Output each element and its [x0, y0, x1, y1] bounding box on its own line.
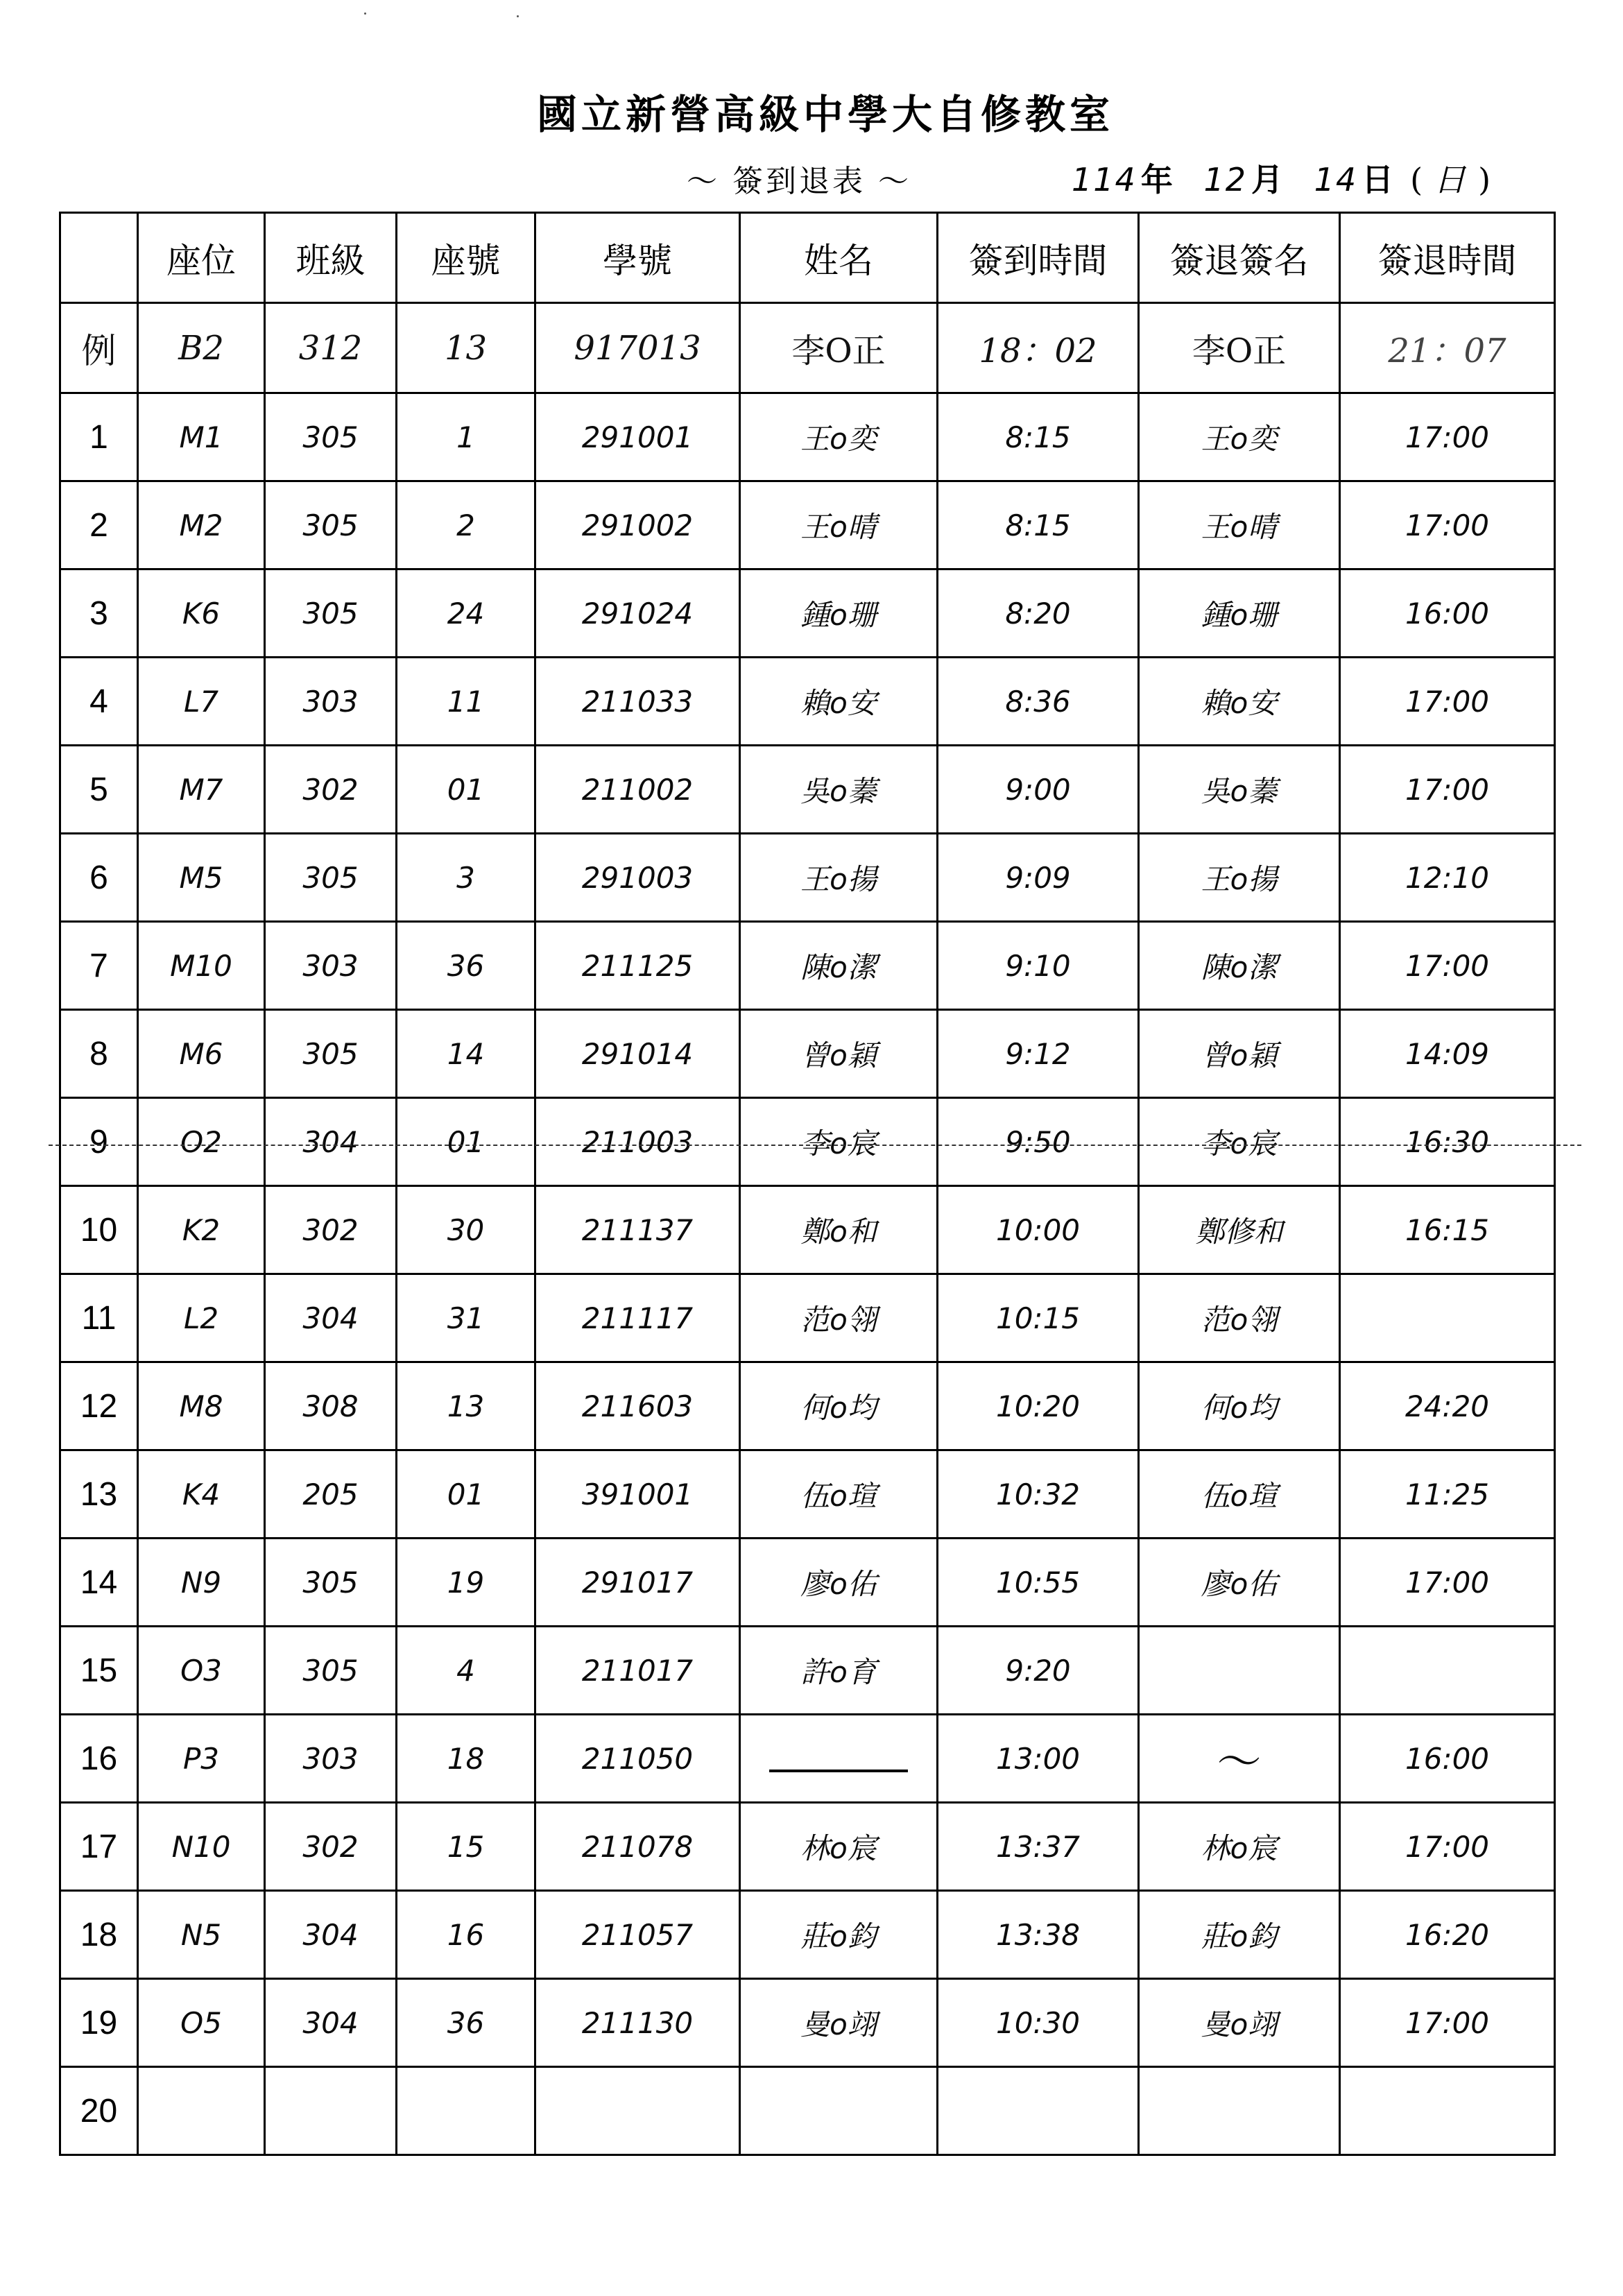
cell-index: 15	[60, 1627, 138, 1715]
cell-class[interactable]: 308	[265, 1362, 397, 1450]
table-row	[60, 481, 1555, 569]
cell-checkin[interactable]: 8:36	[938, 658, 1139, 746]
cell-checkin[interactable]: 8:15	[938, 393, 1139, 481]
table-row	[60, 658, 1555, 746]
cell-student-id[interactable]: 211057	[535, 1891, 740, 1979]
cell-name[interactable]	[740, 2067, 938, 2155]
cell-student-id[interactable]: 391001	[535, 1450, 740, 1539]
table-row	[60, 1539, 1555, 1627]
cell-index: 例	[60, 303, 138, 393]
cell-checkin[interactable]: 9:50	[938, 1098, 1139, 1186]
cell-checkout-sign[interactable]: 曾o穎	[1139, 1010, 1340, 1098]
cell-student-id[interactable]: 211125	[535, 922, 740, 1010]
col-header-number: 座號	[397, 213, 535, 303]
cell-name[interactable]: 鄭o和	[740, 1186, 938, 1274]
cell-name[interactable]: 伍o瑄	[740, 1450, 938, 1539]
cell-student-id: 917013	[535, 303, 740, 393]
cell-number[interactable]: 31	[397, 1274, 535, 1362]
cell-class[interactable]: 304	[265, 1979, 397, 2067]
cell-index: 1	[60, 393, 138, 481]
cell-checkout[interactable]	[1340, 1627, 1555, 1715]
table-row	[60, 2067, 1555, 2155]
cell-checkout[interactable]: 17:00	[1340, 1803, 1555, 1891]
cell-seat[interactable]: K2	[138, 1186, 265, 1274]
cell-index: 18	[60, 1891, 138, 1979]
cell-number[interactable]: 14	[397, 1010, 535, 1098]
cell-student-id[interactable]: 211137	[535, 1186, 740, 1274]
cell-student-id[interactable]: 211130	[535, 1979, 740, 2067]
cell-index: 4	[60, 658, 138, 746]
cell-checkout-sign[interactable]: 范o翎	[1139, 1274, 1340, 1362]
cell-class[interactable]	[265, 2067, 397, 2155]
cell-seat[interactable]: N5	[138, 1891, 265, 1979]
cell-checkout-sign[interactable]: ～	[1139, 1715, 1340, 1803]
cell-index: 17	[60, 1803, 138, 1891]
cell-checkin[interactable]: 9:20	[938, 1627, 1139, 1715]
cell-seat[interactable]: N10	[138, 1803, 265, 1891]
cell-class[interactable]: 302	[265, 1803, 397, 1891]
cell-checkout[interactable]: 17:00	[1340, 393, 1555, 481]
cell-checkout-sign[interactable]: 王o揚	[1139, 834, 1340, 922]
cell-index: 12	[60, 1362, 138, 1450]
page-title: 國立新營高級中學大自修教室	[536, 91, 1114, 138]
cell-checkout[interactable]: 14:09	[1340, 1010, 1555, 1098]
cell-checkin[interactable]: 10:00	[938, 1186, 1139, 1274]
cell-student-id[interactable]: 211603	[535, 1362, 740, 1450]
cell-checkout-sign[interactable]: 吳o蓁	[1139, 746, 1340, 834]
cell-class[interactable]: 303	[265, 922, 397, 1010]
cell-checkout[interactable]: 12:10	[1340, 834, 1555, 922]
cell-seat[interactable]: O5	[138, 1979, 265, 2067]
cell-index: 19	[60, 1979, 138, 2067]
cell-checkin: 18：02	[938, 303, 1139, 393]
cell-checkout[interactable]: 17:00	[1340, 1979, 1555, 2067]
cell-checkout[interactable]: 16:00	[1340, 569, 1555, 658]
cell-number[interactable]	[397, 2067, 535, 2155]
cell-seat[interactable]: K4	[138, 1450, 265, 1539]
cell-checkin[interactable]: 13:00	[938, 1715, 1139, 1803]
cell-name[interactable]: 王o奕	[740, 393, 938, 481]
cell-checkout-sign[interactable]: 林o宸	[1139, 1803, 1340, 1891]
table-row	[60, 1979, 1555, 2067]
table-row	[60, 1274, 1555, 1362]
cell-index: 16	[60, 1715, 138, 1803]
cell-index: 2	[60, 481, 138, 569]
cell-checkout-sign[interactable]: 何o均	[1139, 1362, 1340, 1450]
cell-class[interactable]: 304	[265, 1098, 397, 1186]
cell-class[interactable]: 303	[265, 658, 397, 746]
cell-seat[interactable]: L2	[138, 1274, 265, 1362]
cell-class[interactable]: 305	[265, 393, 397, 481]
cell-seat[interactable]: M10	[138, 922, 265, 1010]
cell-checkout-sign[interactable]	[1139, 1627, 1340, 1715]
cell-class[interactable]: 304	[265, 1274, 397, 1362]
cell-class[interactable]: 305	[265, 569, 397, 658]
cell-checkin[interactable]: 9:00	[938, 746, 1139, 834]
cell-number[interactable]: 36	[397, 922, 535, 1010]
cell-seat[interactable]: M5	[138, 834, 265, 922]
cell-index: 3	[60, 569, 138, 658]
cell-index: 5	[60, 746, 138, 834]
cell-checkout-sign[interactable]: 伍o瑄	[1139, 1450, 1340, 1539]
cell-checkin[interactable]: 13:38	[938, 1891, 1139, 1979]
cell-name: 李O正	[740, 303, 938, 393]
cell-seat[interactable]: M7	[138, 746, 265, 834]
cell-checkout[interactable]	[1340, 1274, 1555, 1362]
weekday-open-paren: (	[1410, 161, 1423, 198]
cell-seat[interactable]: M2	[138, 481, 265, 569]
cell-checkout[interactable]: 11:25	[1340, 1450, 1555, 1539]
cell-checkin[interactable]: 10:20	[938, 1362, 1139, 1450]
cell-checkin[interactable]: 8:20	[938, 569, 1139, 658]
cell-checkout[interactable]: 17:00	[1340, 481, 1555, 569]
cell-index: 20	[60, 2067, 138, 2155]
cell-checkin[interactable]: 9:10	[938, 922, 1139, 1010]
cell-checkin[interactable]: 10:30	[938, 1979, 1139, 2067]
date-field	[1072, 155, 1502, 200]
subtitle-row	[0, 156, 1623, 205]
cell-name[interactable]: 王o晴	[740, 481, 938, 569]
cell-checkin[interactable]: 10:55	[938, 1539, 1139, 1627]
cell-student-id[interactable]: 211033	[535, 658, 740, 746]
date-month-unit: 月	[1251, 161, 1283, 198]
cell-number[interactable]: 01	[397, 1098, 535, 1186]
cell-checkout-sign[interactable]: 賴o安	[1139, 658, 1340, 746]
table-row	[60, 1891, 1555, 1979]
cell-checkout-sign[interactable]: 曼o翊	[1139, 1979, 1340, 2067]
cell-index: 7	[60, 922, 138, 1010]
cell-number[interactable]: 24	[397, 569, 535, 658]
cell-seat[interactable]: P3	[138, 1715, 265, 1803]
cell-checkout-sign[interactable]: 王o晴	[1139, 481, 1340, 569]
col-header-checkout-sign: 簽退簽名	[1139, 213, 1340, 303]
cell-student-id[interactable]: 211117	[535, 1274, 740, 1362]
col-header-student-id: 學號	[535, 213, 740, 303]
weekday-close-paren: )	[1478, 161, 1491, 198]
cell-number: 13	[397, 303, 535, 393]
cell-checkout[interactable]: 17:00	[1340, 746, 1555, 834]
cell-student-id[interactable]: 291014	[535, 1010, 740, 1098]
cell-checkout[interactable]: 24:20	[1340, 1362, 1555, 1450]
col-header-index	[60, 213, 138, 303]
cell-student-id[interactable]: 211017	[535, 1627, 740, 1715]
cell-number[interactable]: 01	[397, 1450, 535, 1539]
cell-checkout-sign[interactable]: 王o奕	[1139, 393, 1340, 481]
cell-checkout-sign[interactable]: 陳o潔	[1139, 922, 1340, 1010]
table-row	[60, 1098, 1555, 1186]
cell-seat[interactable]: K6	[138, 569, 265, 658]
form-name: ～ 簽到退表 ～	[687, 164, 911, 199]
date-day: 14	[1314, 161, 1358, 198]
table-row	[60, 1010, 1555, 1098]
cell-checkin[interactable]: 13:37	[938, 1803, 1139, 1891]
cell-checkout[interactable]: 16:30	[1340, 1098, 1555, 1186]
cell-checkout[interactable]: 17:00	[1340, 658, 1555, 746]
cell-checkout-sign[interactable]: 鄭修和	[1139, 1186, 1340, 1274]
cell-index: 11	[60, 1274, 138, 1362]
cell-student-id[interactable]: 291002	[535, 481, 740, 569]
col-header-seat: 座位	[138, 213, 265, 303]
cell-number[interactable]: 3	[397, 834, 535, 922]
cell-seat: B2	[138, 303, 265, 393]
cell-checkin[interactable]: 8:15	[938, 481, 1139, 569]
cell-name[interactable]: 吳o蓁	[740, 746, 938, 834]
cell-number[interactable]: 15	[397, 1803, 535, 1891]
cell-name[interactable]	[740, 1715, 938, 1803]
table-row	[60, 746, 1555, 834]
table-row	[60, 393, 1555, 481]
cell-index: 14	[60, 1539, 138, 1627]
cell-checkin[interactable]: 9:12	[938, 1010, 1139, 1098]
row-9-strike-line	[49, 1145, 1581, 1146]
cell-index: 13	[60, 1450, 138, 1539]
cell-name[interactable]: 曾o穎	[740, 1010, 938, 1098]
table-row	[60, 1362, 1555, 1450]
cell-class[interactable]: 305	[265, 1627, 397, 1715]
cell-number[interactable]: 11	[397, 658, 535, 746]
cell-seat[interactable]: M1	[138, 393, 265, 481]
cell-number[interactable]: 16	[397, 1891, 535, 1979]
cell-number[interactable]: 30	[397, 1186, 535, 1274]
cell-checkin[interactable]: 10:15	[938, 1274, 1139, 1362]
date-day-unit: 日	[1362, 161, 1394, 198]
table-row	[60, 1627, 1555, 1715]
cell-index: 6	[60, 834, 138, 922]
cell-student-id[interactable]: 291017	[535, 1539, 740, 1627]
table-row	[60, 1450, 1555, 1539]
cell-number[interactable]: 19	[397, 1539, 535, 1627]
cell-name[interactable]: 李o宸	[740, 1098, 938, 1186]
cell-class[interactable]: 305	[265, 1539, 397, 1627]
table-row	[60, 922, 1555, 1010]
cell-seat[interactable]: N9	[138, 1539, 265, 1627]
table-row	[60, 1803, 1555, 1891]
cell-checkout-sign[interactable]	[1139, 2067, 1340, 2155]
cell-checkin[interactable]: 10:32	[938, 1450, 1139, 1539]
col-header-class: 班級	[265, 213, 397, 303]
cell-student-id[interactable]: 291003	[535, 834, 740, 922]
cell-checkout[interactable]: 16:15	[1340, 1186, 1555, 1274]
cell-class[interactable]: 302	[265, 746, 397, 834]
table-row	[60, 569, 1555, 658]
dash-mark	[769, 1770, 908, 1772]
cell-seat[interactable]	[138, 2067, 265, 2155]
cell-checkout[interactable]: 16:00	[1340, 1715, 1555, 1803]
cell-number[interactable]: 13	[397, 1362, 535, 1450]
cell-class: 312	[265, 303, 397, 393]
cell-checkout[interactable]	[1340, 2067, 1555, 2155]
cell-checkout[interactable]: 16:20	[1340, 1891, 1555, 1979]
example-row	[60, 303, 1555, 393]
cell-seat[interactable]: O2	[138, 1098, 265, 1186]
date-year-unit: 年	[1140, 161, 1173, 198]
cell-student-id[interactable]: 211078	[535, 1803, 740, 1891]
cell-name[interactable]: 鍾o珊	[740, 569, 938, 658]
cell-name[interactable]: 王o揚	[740, 834, 938, 922]
cell-name[interactable]: 賴o安	[740, 658, 938, 746]
cell-seat[interactable]: M6	[138, 1010, 265, 1098]
cell-student-id[interactable]: 291024	[535, 569, 740, 658]
cell-number[interactable]: 18	[397, 1715, 535, 1803]
cell-checkout-sign[interactable]: 莊o鈞	[1139, 1891, 1340, 1979]
cell-checkout-sign[interactable]: 鍾o珊	[1139, 569, 1340, 658]
date-year: 114	[1072, 161, 1137, 198]
cell-checkout-sign[interactable]: 廖o佑	[1139, 1539, 1340, 1627]
cell-student-id[interactable]	[535, 2067, 740, 2155]
cell-student-id[interactable]: 211050	[535, 1715, 740, 1803]
cell-student-id[interactable]: 211003	[535, 1098, 740, 1186]
cell-index: 8	[60, 1010, 138, 1098]
table-header-row	[60, 213, 1555, 303]
cell-name[interactable]: 何o均	[740, 1362, 938, 1450]
cell-name[interactable]: 莊o鈞	[740, 1891, 938, 1979]
cell-checkout[interactable]: 17:00	[1340, 1539, 1555, 1627]
table-row	[60, 1186, 1555, 1274]
cell-index: 10	[60, 1186, 138, 1274]
cell-class[interactable]: 305	[265, 834, 397, 922]
col-header-checkout-time: 簽退時間	[1340, 213, 1555, 303]
cell-seat[interactable]: L7	[138, 658, 265, 746]
cell-checkout[interactable]: 17:00	[1340, 922, 1555, 1010]
cell-checkout-sign[interactable]: 李o宸	[1139, 1098, 1340, 1186]
col-header-checkin-time: 簽到時間	[938, 213, 1139, 303]
cell-seat[interactable]: M8	[138, 1362, 265, 1450]
cell-class[interactable]: 302	[265, 1186, 397, 1274]
table-row	[60, 834, 1555, 922]
cell-number[interactable]: 1	[397, 393, 535, 481]
cell-class[interactable]: 205	[265, 1450, 397, 1539]
cell-checkout-sign: 李O正	[1139, 303, 1340, 393]
cell-class[interactable]: 304	[265, 1891, 397, 1979]
cell-number[interactable]: 01	[397, 746, 535, 834]
cell-checkout: 21：07	[1340, 303, 1555, 393]
date-weekday: 日	[1434, 161, 1468, 198]
cell-student-id[interactable]: 211002	[535, 746, 740, 834]
cell-seat[interactable]: O3	[138, 1627, 265, 1715]
cell-number[interactable]: 4	[397, 1627, 535, 1715]
cell-name[interactable]: 林o宸	[740, 1803, 938, 1891]
cell-name[interactable]: 許o育	[740, 1627, 938, 1715]
cell-class[interactable]: 303	[265, 1715, 397, 1803]
sign-in-out-table	[59, 212, 1556, 2156]
cell-name[interactable]: 陳o潔	[740, 922, 938, 1010]
cell-class[interactable]: 305	[265, 1010, 397, 1098]
cell-name[interactable]: 范o翎	[740, 1274, 938, 1362]
cell-class[interactable]: 305	[265, 481, 397, 569]
cell-index: 9	[60, 1098, 138, 1186]
cell-name[interactable]: 廖o佑	[740, 1539, 938, 1627]
cell-number[interactable]: 2	[397, 481, 535, 569]
cell-number[interactable]: 36	[397, 1979, 535, 2067]
cell-checkin[interactable]	[938, 2067, 1139, 2155]
cell-student-id[interactable]: 291001	[535, 393, 740, 481]
col-header-name: 姓名	[740, 213, 938, 303]
table-row	[60, 1715, 1555, 1803]
cell-name[interactable]: 曼o翊	[740, 1979, 938, 2067]
cell-checkin[interactable]: 9:09	[938, 834, 1139, 922]
date-month: 12	[1203, 161, 1247, 198]
